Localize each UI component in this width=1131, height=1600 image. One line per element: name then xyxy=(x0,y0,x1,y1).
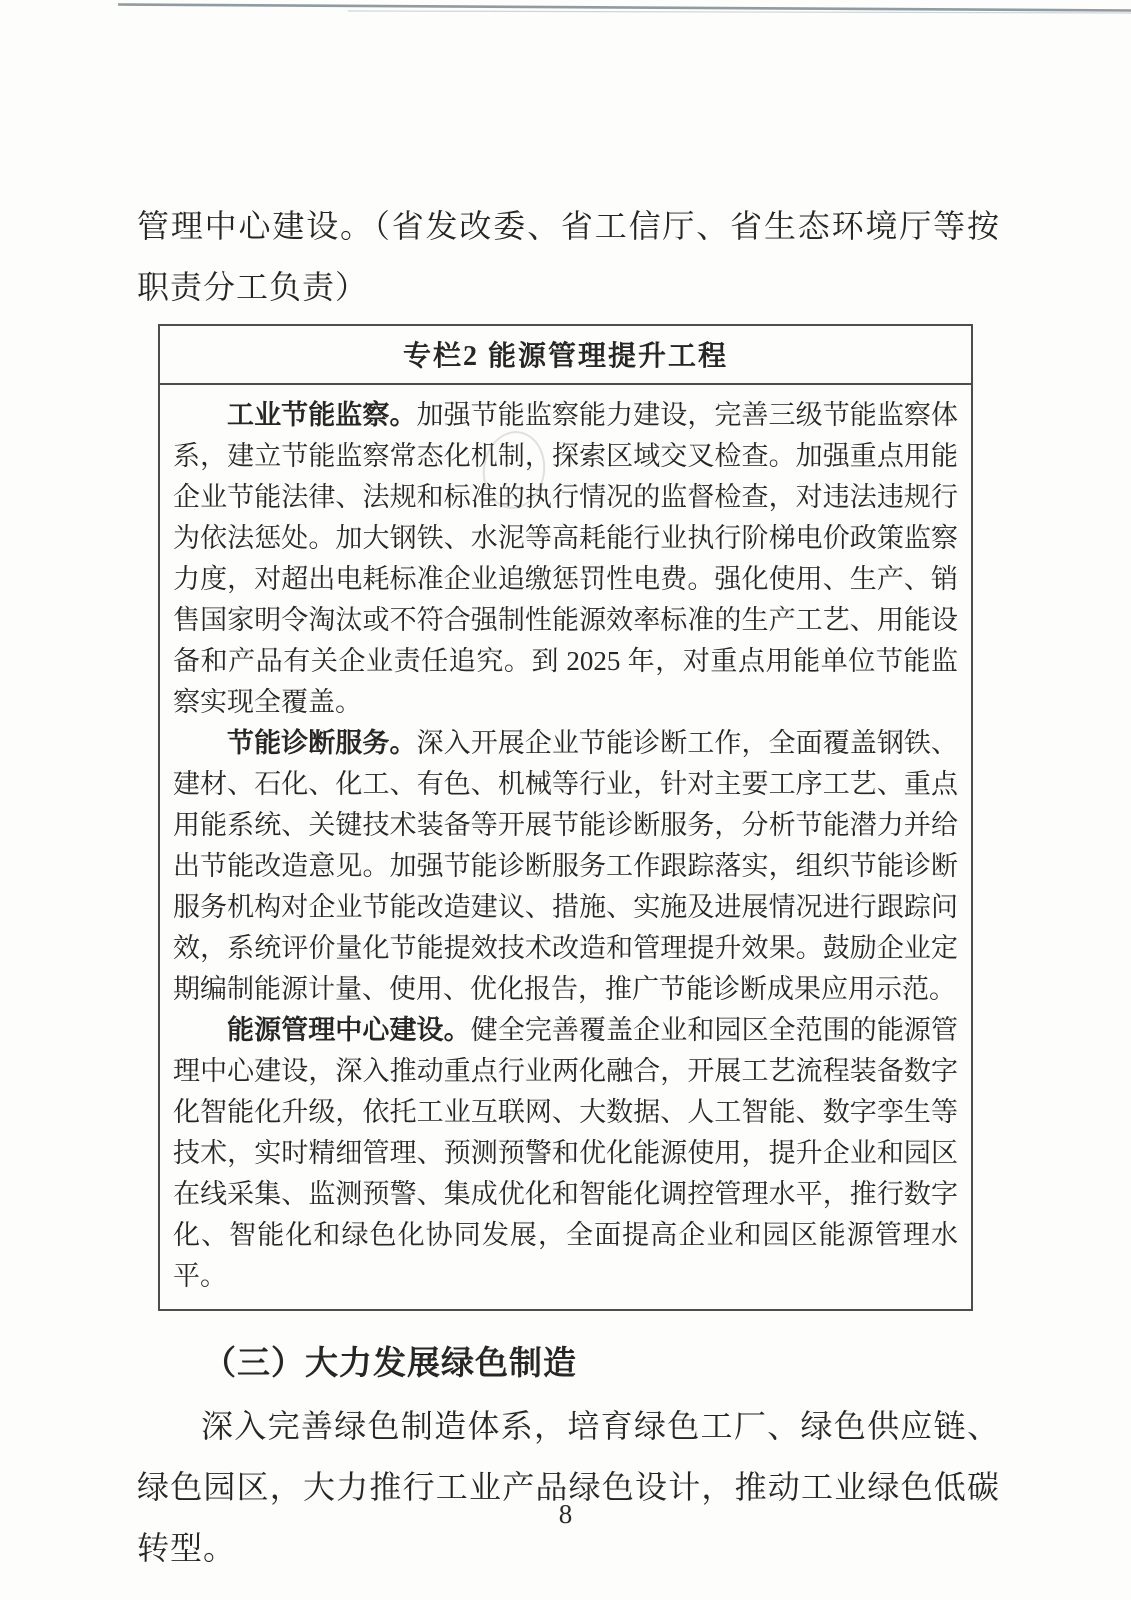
paragraph-text: 健全完善覆盖企业和园区全范围的能源管理中心建设，深入推动重点行业两化融合，开展工艺流程装备数字化智能化升级，依托工业互联网、大数据、人工智能、数字孪生等技术，实时精细管理、预测预警和优化能源使用，提升企业和园区在线采集、监测预警、集成优化和智能化调控管理水平，推行数字化、智能化和绿色化协同发展，全面提高企业和园区能源管理水平。 xyxy=(173,1015,959,1291)
feature-box-energy-management xyxy=(158,324,973,1311)
box-paragraph-diagnosis-service xyxy=(173,723,958,1010)
paragraph-text: 加强节能监察能力建设，完善三级节能监察体系，建立节能监察常态化机制，探索区域交叉检查。加强重点用能企业节能法律、法规和标准的执行情况的监督检查，对违法违规行为依法惩处。加大钢铁、水泥等高耗能行业执行阶梯电价政策监察力度，对超出电耗标准企业追缴惩罚性电费。强化使用、生产、销售国家明令淘汰或不符合强制性能源效率标准的生产工艺、用能设备和产品有关企业责任追究。到 2025 年，对重点用能单位节能监察实现全覆盖。 xyxy=(173,400,959,717)
scan-artifact-line xyxy=(118,2,1131,14)
section-heading: （三）大力发展绿色制造 xyxy=(203,1344,577,1381)
paragraph-lead: 节能诊断服务。 xyxy=(227,728,417,758)
box-paragraph-industrial-supervision xyxy=(173,395,958,723)
paragraph-text: 深入开展企业节能诊断工作，全面覆盖钢铁、建材、石化、化工、有色、机械等行业，针对主要工序工艺、重点用能系统、关键技术装备等开展节能诊断服务，分析节能潜力并给出节能改造意见。加强节能诊断服务工作跟踪落实，组织节能诊断服务机构对企业节能改造建议、措施、实施及进展情况进行跟踪问效，系统评价量化节能提效技术改造和管理提升效果。鼓励企业定期编制能源计量、使用、优化报告，推广节能诊断成果应用示范。 xyxy=(173,728,959,1004)
feature-box-title: 专栏2 能源管理提升工程 xyxy=(160,326,971,385)
paragraph-lead: 工业节能监察。 xyxy=(227,400,417,430)
paragraph-lead: 能源管理中心建设。 xyxy=(227,1015,471,1045)
box-paragraph-energy-center xyxy=(173,1010,958,1297)
feature-box-body xyxy=(160,385,971,1309)
page-number: 8 xyxy=(558,1499,573,1529)
section-paragraph: 深入完善绿色制造体系，培育绿色工厂、绿色供应链、绿色园区，大力推行工业产品绿色设计，推动工业绿色低碳转型。 xyxy=(137,1408,1000,1566)
intro-paragraph: 管理中心建设。（省发改委、省工信厅、省生态环境厅等按职责分工负责） xyxy=(137,208,1000,305)
